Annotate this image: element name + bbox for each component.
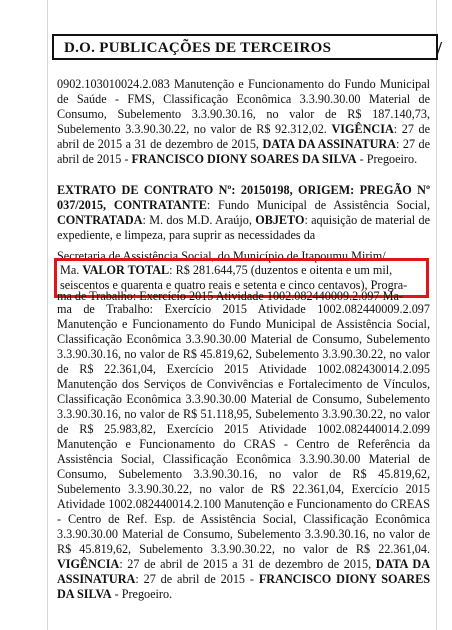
objeto-label: OBJETO [255,213,305,227]
signer-name-2: FRANCISCO DIONY SOARES DA SILVA [57,572,430,601]
objeto-text: : aquisição de material de expediente, e limpeza, para suprir as necessidades da [57,213,431,242]
signer-role: - Pregoeiro. [356,152,418,166]
assinatura-text: : 27 de abril de 2015 - [57,137,430,166]
vigencia-text-2: : 27 de abril de 2015 a 31 de dezembro de 2015, [119,557,376,571]
contract-lead: EXTRATO DE CONTRATO Nº: 20150198, ORIGEM: PREGÃO Nº 037/2015, CONTRATANTE [57,183,430,212]
assinatura-label-2: DATA DA ASSINATURA [57,557,430,586]
paragraph-text: 0902.103010024.2.083 Manutenção e Funcionamento do Fundo Municipal de Saúde - FMS, Classificação Econômica 3.3.90.30.00 Material de Consumo, Subelemento 3.3.90.30.16, no valor de R$ 187.140,73, Subelemento 3.3.90.30.22, no valor de R$ 92.312,02. [57,77,430,136]
highlight-prefix: Ma. [60,263,83,277]
partial-glyph-icon: / [436,38,442,58]
paragraph-contract-extract [57,183,430,243]
vigencia-label: VIGÊNCIA [331,122,394,136]
occluded-text-top: Secretaria de Assistência Social, do Município de Itapoumu Mirim/ [57,249,386,263]
contratada-label: CONTRATADA [57,213,143,227]
signer-name: FRANCISCO DIONY SOARES DA SILVA [131,152,357,166]
column-rule-right [436,0,437,630]
column-rule-left [47,0,48,630]
contratada-text: : M. dos M.D. Araújo, [142,213,256,227]
valor-total-label: VALOR TOTAL [82,263,170,277]
valor-total-text: : R$ 281.644,75 (duzentos e oitenta e um mil, [169,263,393,277]
occluded-text-bottom: ma de Trabalho: Exercício 2015 Atividade 1002.082440009.2.097 Ma- [57,289,403,303]
paragraph-budget-details [57,302,430,602]
section-title: D.O. PUBLICAÇÕES DE TERCEIROS [64,40,332,56]
budget-text: ma de Trabalho: Exercício 2015 Atividade 1002.082440009.2.097 Manutenção e Funcionamento do Fundo Municipal de Assistência Social, Classificação Econômica 3.3.90.30.00 Material de Consumo, Subelemento 3.3.90.30.16, no valor de R$ 45.819,62, Subelemento 3.3.90.30.22, no valor de R$ 22.361,04, Exercício 2015 Atividade 1002.082430014.2.095 Manutenção dos Serviços de Convivências e Fortalecimento de Vínculos, Classificação Econômica 3.3.90.30.00 Material de Consumo, Subelemento 3.3.90.30.16, no valor de R$ 51.118,95, Subelemento 3.3.90.30.22, no valor de R$ 25.983,82, Exercício 2015 Atividade 1002.082440014.2.099 Manutenção e Funcionamento do CRAS - Centro de Referência da Assistência Social, Classificação Econômica 3.3.90.30.00 Material de Consumo, Subelemento 3.3.90.30.16, no valor de R$ 45.819,62, Subelemento 3.3.90.30.22, no valor de R$ 22.361,04, Exercício 2015 Atividade 1002.082440014.2.100 Manutenção e Funcionamento do CREAS - Centro de Ref. Esp. de Assistência Social, Classificação Econômica 3.3.90.30.00 Material de Consumo, Subelemento 3.3.90.30.16, no valor de R$ 45.819,62, Subelemento 3.3.90.30.22, no valor de R$ 22.361,04. [57,302,430,556]
section-header [52,34,442,60]
signer-role-2: - Pregoeiro. [111,587,173,601]
occluded-line-top [57,249,430,263]
assinatura-label: DATA DA ASSINATURA [262,137,396,151]
assinatura-text-2: : 27 de abril de 2015 - [135,572,259,586]
paragraph-previous-contract [57,77,430,167]
vigencia-text: : 27 de abril de 2015 a 31 de dezembro de 2015, [57,122,431,151]
vigencia-label-2: VIGÊNCIA [57,557,120,571]
highlight-line-2: seiscentos e quarenta e quatro reais e setenta e cinco centavos), Progra- [60,278,408,292]
contratante-text: : Fundo Municipal de Assistência Social, [206,198,430,212]
highlight-line-1 [60,263,423,278]
